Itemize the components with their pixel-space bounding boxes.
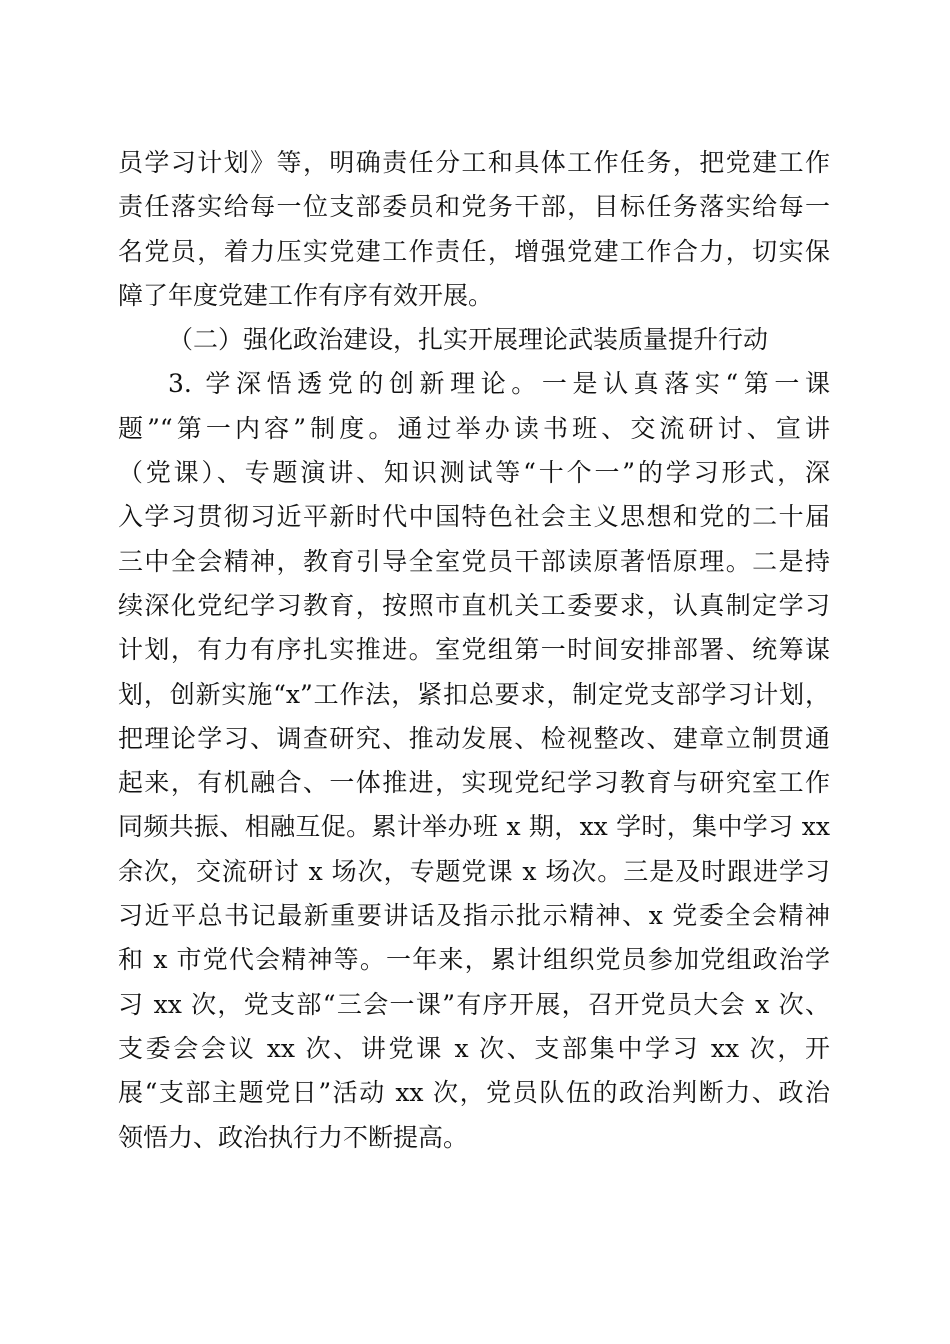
text-line: 续深化党纪学习教育，按照市直机关工委要求，认真制定学习 <box>118 590 830 620</box>
text-line: 支委会会议 xx 次、讲党课 x 次、支部集中学习 xx 次，开 <box>118 1033 830 1063</box>
text-line: （党课）、专题演讲、知识测试等“十个一”的学习形式，深 <box>118 458 830 488</box>
text-line: 障了年度党建工作有序有效开展。 <box>118 280 494 310</box>
text-line: 和 x 市党代会精神等。一年来，累计组织党员参加党组政治学 <box>118 945 830 975</box>
text-line: 习近平总书记最新重要讲话及指示批示精神、x 党委全会精神 <box>118 901 830 931</box>
text-line: 三中全会精神，教育引导全室党员干部读原著悟原理。二是持 <box>118 546 830 576</box>
section-heading: （二）强化政治建设，扎实开展理论武装质量提升行动 <box>168 325 769 355</box>
text-line: 习 xx 次，党支部“三会一课”有序开展，召开党员大会 x 次、 <box>118 989 830 1019</box>
text-line: 名党员，着力压实党建工作责任，增强党建工作合力，切实保 <box>118 236 830 266</box>
text-line: 展“支部主题党日”活动 xx 次，党员队伍的政治判断力、政治 <box>118 1078 830 1108</box>
text-line: 把理论学习、调查研究、推动发展、检视整改、建章立制贯通 <box>118 723 830 753</box>
text-line: 起来，有机融合、一体推进，实现党纪学习教育与研究室工作 <box>118 768 830 798</box>
text-line: 题”“第一内容”制度。通过举办读书班、交流研讨、宣讲 <box>118 413 830 443</box>
text-line: 责任落实给每一位支部委员和党务干部，目标任务落实给每一 <box>118 192 830 222</box>
paragraph-responsibility <box>118 141 830 318</box>
text-line: 领悟力、政治执行力不断提高。 <box>118 1122 469 1152</box>
text-line: 余次，交流研讨 x 场次，专题党课 x 场次。三是及时跟进学习 <box>118 856 830 886</box>
text-line: 员学习计划》等，明确责任分工和具体工作任务，把党建工作 <box>118 148 830 177</box>
paragraph-theory-study <box>118 362 830 1159</box>
text-line: 同频共振、相融互促。累计举办班 x 期，xx 学时，集中学习 xx <box>118 812 830 842</box>
text-line: 计划，有力有序扎实推进。室党组第一时间安排部署、统筹谋 <box>118 635 830 665</box>
text-line: 3. 学深悟透党的创新理论。一是认真落实“第一课 <box>168 369 830 399</box>
text-line: 入学习贯彻习近平新时代中国特色社会主义思想和党的二十届 <box>118 502 830 532</box>
text-line: 划，创新实施“x”工作法，紧扣总要求，制定党支部学习计划， <box>118 679 830 709</box>
document-body <box>118 141 830 1160</box>
